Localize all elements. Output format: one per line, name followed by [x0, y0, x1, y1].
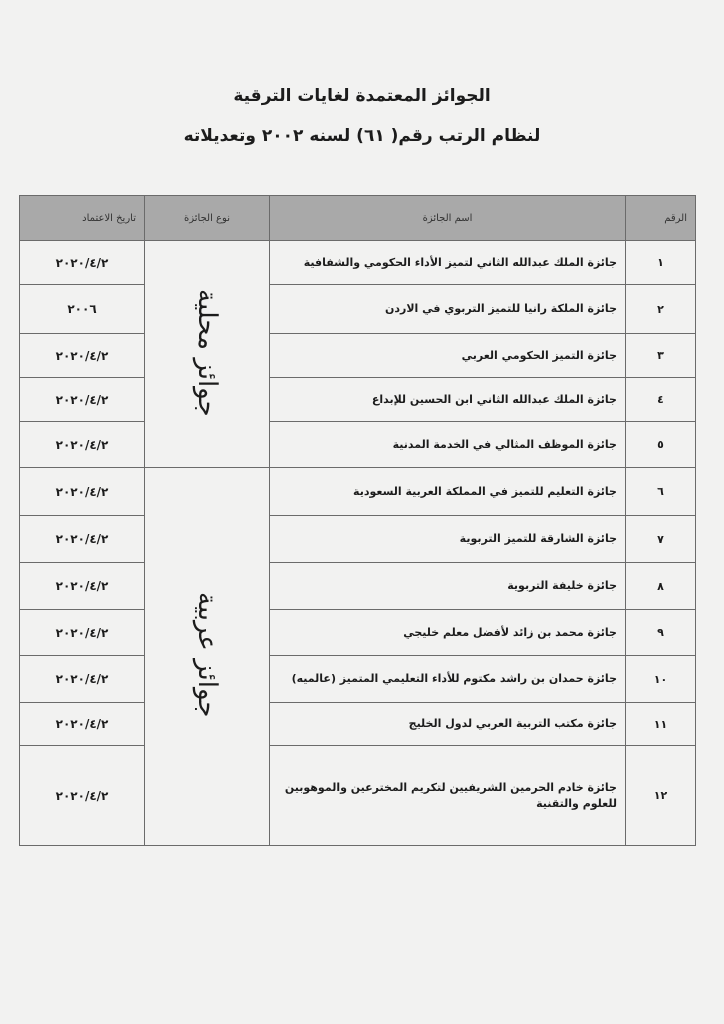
approval-date: ٢٠٢٠/٤/٢: [20, 656, 145, 703]
table-row: [20, 656, 696, 703]
table-row: [20, 241, 696, 285]
approval-date: ٢٠٢٠/٤/٢: [20, 422, 145, 468]
approval-date: ٢٠٠٦: [20, 285, 145, 334]
awards-table: [19, 195, 696, 846]
award-type-cell: [145, 241, 270, 468]
award-type-label: جوائز محلية: [192, 288, 222, 417]
approval-date: ٢٠٢٠/٤/٢: [20, 241, 145, 285]
row-number: ٦: [626, 468, 696, 516]
award-type-label: جوائز عربية: [192, 592, 222, 718]
award-name: جائزة التميز الحكومي العربي: [270, 334, 626, 378]
row-number: ١٢: [626, 746, 696, 846]
row-number: ٢: [626, 285, 696, 334]
table-row: [20, 468, 696, 516]
row-number: ١٠: [626, 656, 696, 703]
approval-date: ٢٠٢٠/٤/٢: [20, 378, 145, 422]
header-number: الرقم: [626, 196, 696, 241]
award-name: جائزة حمدان بن راشد مكتوم للأداء التعليمي المتميز (عالميه): [270, 656, 626, 703]
award-type-cell: [145, 468, 270, 846]
table-row: [20, 703, 696, 746]
table-row: [20, 563, 696, 610]
award-name: جائزة الملك عبدالله الثاني ابن الحسين للإبداع: [270, 378, 626, 422]
award-name: جائزة الموظف المثالي في الخدمة المدنية: [270, 422, 626, 468]
row-number: ٧: [626, 516, 696, 563]
award-name: جائزة الملك عبدالله الثاني لتميز الأداء الحكومي والشفافية: [270, 241, 626, 285]
row-number: ٣: [626, 334, 696, 378]
approval-date: ٢٠٢٠/٤/٢: [20, 610, 145, 656]
row-number: ٨: [626, 563, 696, 610]
award-name: جائزة محمد بن زائد لأفضل معلم خليجي: [270, 610, 626, 656]
table-row: [20, 378, 696, 422]
document-title: الجوائز المعتمدة لغايات الترقية: [233, 86, 491, 106]
table-row: [20, 610, 696, 656]
table-row: [20, 746, 696, 846]
row-number: ١١: [626, 703, 696, 746]
award-name: جائزة التعليم للتميز في المملكة العربية السعودية: [270, 468, 626, 516]
approval-date: ٢٠٢٠/٤/٢: [20, 563, 145, 610]
award-name: جائزة خادم الحرمين الشريفيين لتكريم المخترعين والموهوبين للعلوم والتقنية: [270, 746, 626, 846]
table-row: [20, 285, 696, 334]
table-body: [20, 241, 696, 846]
document-subtitle: لنظام الرتب رقم( ٦١) لسنه ٢٠٠٢ وتعديلاته: [183, 126, 541, 146]
row-number: ٩: [626, 610, 696, 656]
table-row: [20, 422, 696, 468]
approval-date: ٢٠٢٠/٤/٢: [20, 468, 145, 516]
table-row: [20, 334, 696, 378]
award-name: جائزة الشارقة للتميز التربوية: [270, 516, 626, 563]
approval-date: ٢٠٢٠/٤/٢: [20, 746, 145, 846]
award-name: جائزة خليفة التربوية: [270, 563, 626, 610]
row-number: ٥: [626, 422, 696, 468]
award-name: جائزة الملكة رانيا للتميز التربوي في الاردن: [270, 285, 626, 334]
row-number: ٤: [626, 378, 696, 422]
table-header-row: [20, 196, 696, 241]
approval-date: ٢٠٢٠/٤/٢: [20, 334, 145, 378]
header-name: اسم الجائزة: [270, 196, 626, 241]
award-name: جائزة مكتب التربية العربي لدول الخليج: [270, 703, 626, 746]
header-type: نوع الجائزة: [145, 196, 270, 241]
row-number: ١: [626, 241, 696, 285]
approval-date: ٢٠٢٠/٤/٢: [20, 516, 145, 563]
header-date: تاريخ الاعتماد: [20, 196, 145, 241]
table-row: [20, 516, 696, 563]
approval-date: ٢٠٢٠/٤/٢: [20, 703, 145, 746]
